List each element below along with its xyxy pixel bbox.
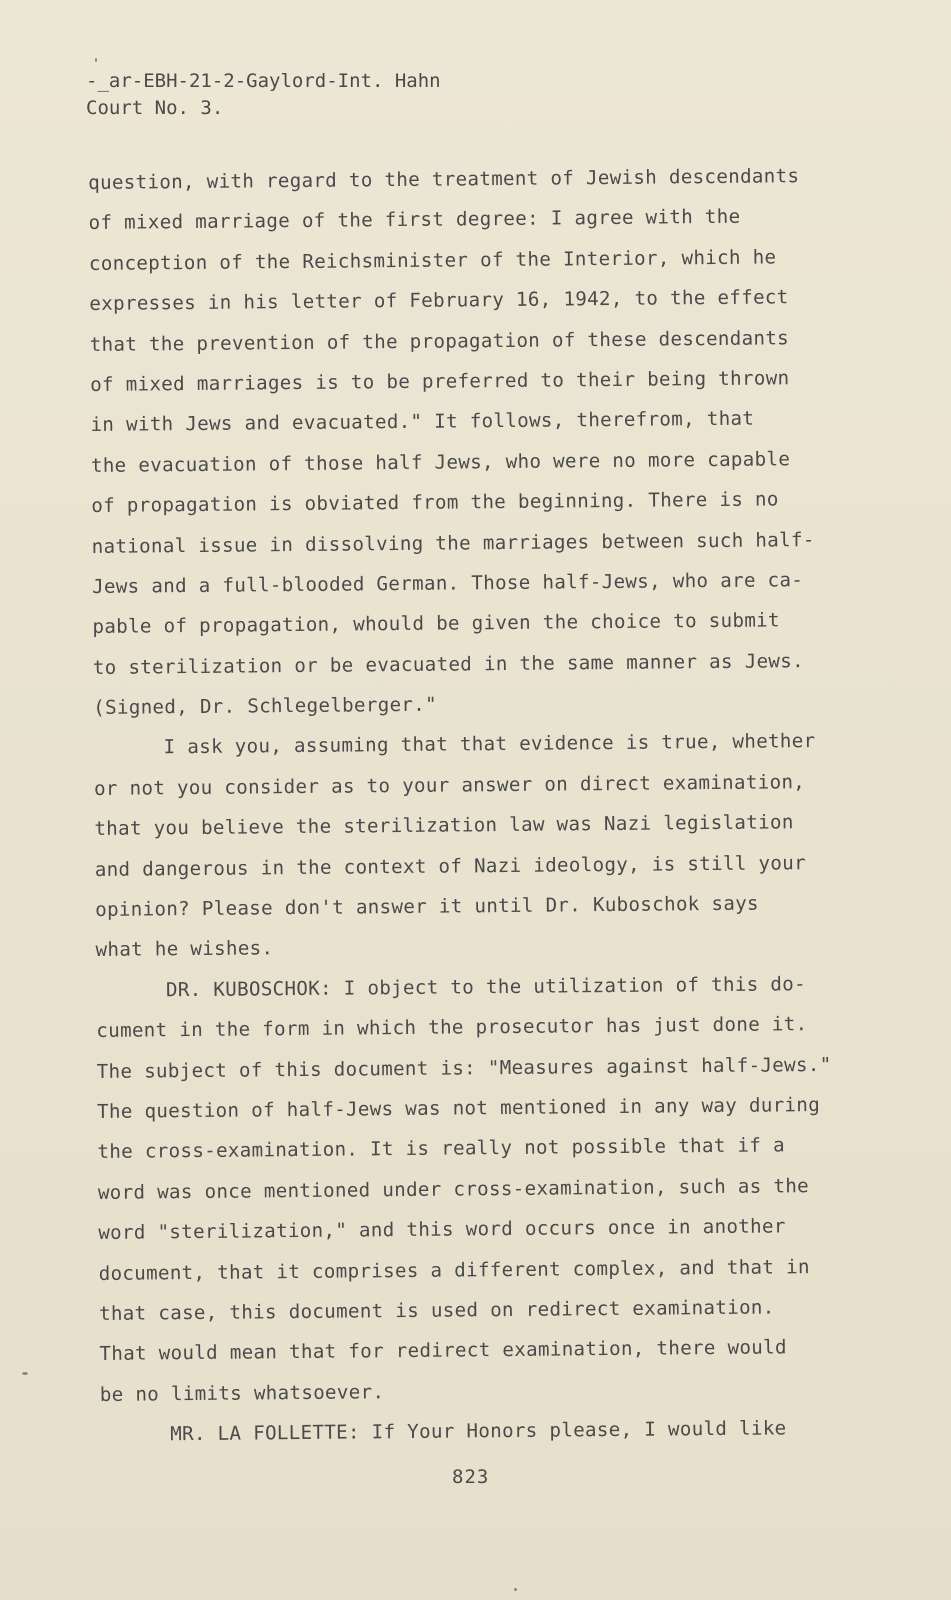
text-line: of mixed marriages is to be preferred to their being thrown [90,366,790,396]
text-line: the evacuation of those half Jews, who were no more capable [90,447,791,477]
text-line: that case, this document is used on redirect examination. [98,1295,775,1325]
speaker-line: DR. KUBOSCHOK: I object to the utilization of this do- [165,971,807,1002]
text-line: be no limits whatsoever. [99,1379,385,1406]
text-line: the cross-examination. It is really not possible that if a [97,1133,785,1164]
document-header [86,68,441,122]
text-line: expresses in his letter of February 16, 1942, to the effect [89,285,789,316]
text-line: or not you consider as to your answer on direct examination, [93,770,806,800]
header-court-line: Court No. 3. [86,97,224,119]
text-line: word was once mentioned under cross-examination, such as the [97,1173,810,1204]
text-line: in with Jews and evacuated." It follows, therefrom, that [90,406,755,437]
text-line: of mixed marriage of the first degree: I agree with the [88,205,741,235]
text-line: that you believe the sterilization law was Nazi legislation [94,810,794,841]
text-line: that the prevention of the propagation of these descendants [89,325,790,356]
text-line: (Signed, Dr. Schlegelberger." [93,692,438,720]
text-line: what he wishes. [95,936,274,962]
speaker-line: MR. LA FOLLETTE: If Your Honors please, I would like [170,1416,787,1446]
text-line: That would mean that for redirect examination, there would [99,1335,787,1366]
text-line: of propagation is obviated from the beginning. There is no [91,487,779,518]
text-line: word "sterilization," and this word occurs once in another [98,1214,786,1245]
paper-speck [22,1372,28,1375]
text-line: question, with regard to the treatment of Jewish descendants [88,164,800,194]
paper-speck [514,1588,517,1591]
paper-speck [95,58,97,62]
header-case-line: -_ar-EBH-21-2-Gaylord-Int. Hahn [86,70,441,92]
paragraph-start-line: I ask you, assuming that that evidence is true, whether [163,729,816,759]
text-line: pable of propagation, whould be given the choice to submit [92,608,780,639]
text-line: and dangerous in the context of Nazi ideology, is still your [94,850,806,881]
text-line: national issue in dissolving the marriages between such half- [91,527,815,558]
transcript-body [88,156,860,1456]
text-line: document, that it comprises a different complex, and that in [98,1254,810,1285]
text-line: The question of half-Jews was not mentioned in any way during [96,1093,821,1123]
text-line: to sterilization or be evacuated in the same manner as Jews. [92,648,805,679]
text-line: Jews and a full-blooded German. Those half-Jews, who are ca- [91,568,804,598]
text-line: opinion? Please don't answer it until Dr. Kuboschok says [95,891,759,921]
text-line: cument in the form in which the prosecutor has just done it. [96,1012,808,1043]
text-line: conception of the Reichsminister of the Interior, which he [88,245,777,275]
page-number: 823 [452,1466,490,1488]
text-line: The subject of this document is: "Measures against half-Jews." [96,1052,832,1083]
